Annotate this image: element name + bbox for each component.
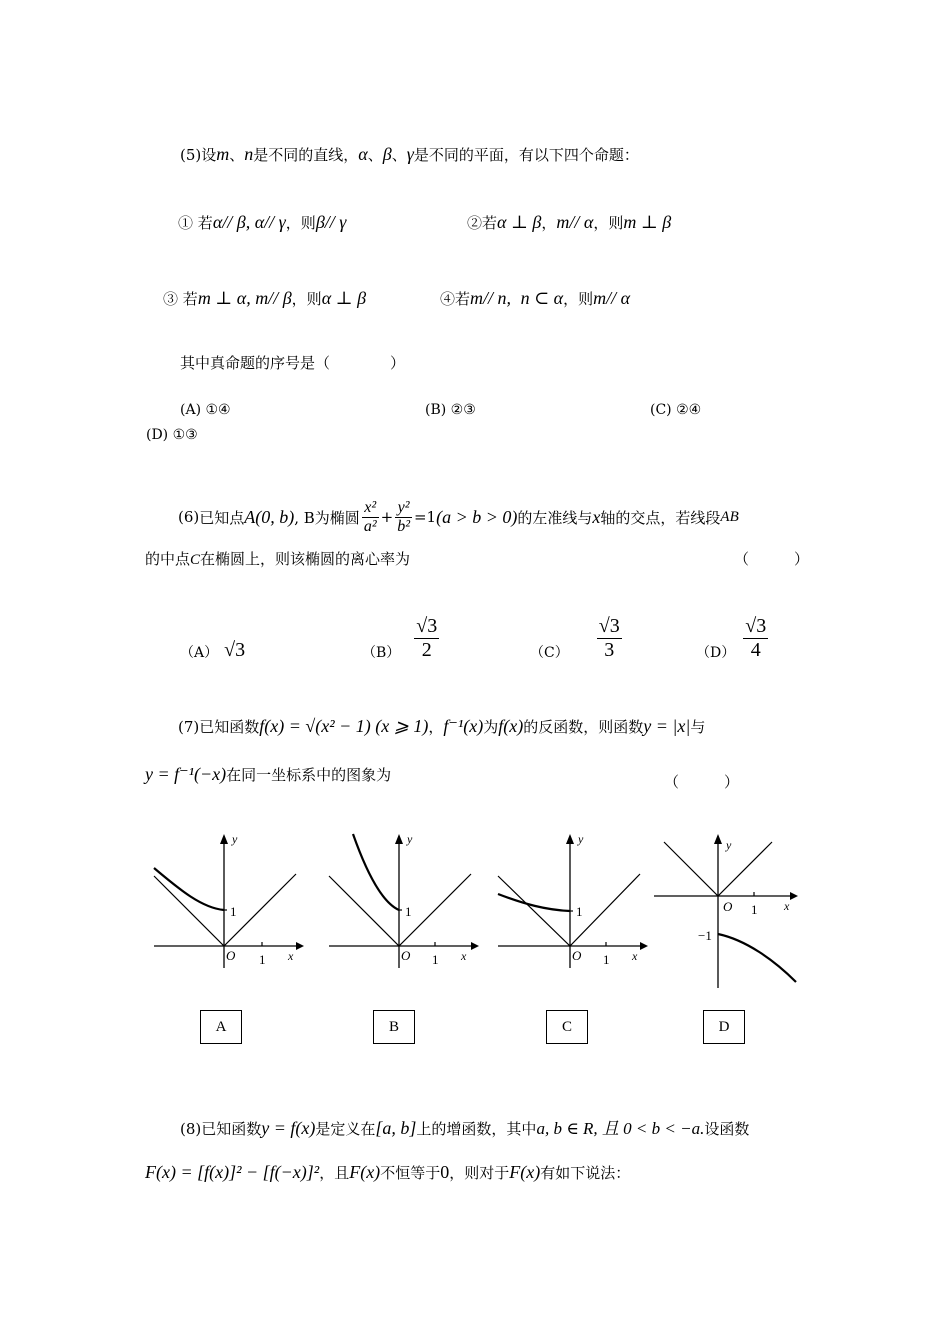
- text: ，: [563, 290, 579, 308]
- q6-option-a[interactable]: [180, 620, 245, 662]
- y-tick-label: 1: [405, 904, 412, 919]
- F-x: F(x): [509, 1162, 541, 1182]
- q5-text: 设: [201, 146, 217, 164]
- option-value: ①③: [172, 427, 198, 443]
- q5-line1: [180, 144, 639, 165]
- option-label: (A): [180, 402, 202, 418]
- q5-text: 是不同的平面，有以下四个命题：: [413, 146, 639, 164]
- x-label: x: [784, 899, 790, 913]
- x-arrow-icon: [471, 942, 479, 950]
- math-expr: α ⊥ β: [321, 288, 367, 308]
- q6-option-b[interactable]: [362, 612, 439, 662]
- plus: +: [380, 508, 394, 526]
- option-label: （C）: [530, 645, 569, 661]
- text: 轴的交点，若线段: [600, 508, 721, 527]
- y-arrow-icon: [566, 834, 574, 844]
- y-inverse: y = f⁻¹(−x): [145, 764, 227, 784]
- text: ，: [428, 718, 444, 736]
- text: ，: [593, 214, 609, 232]
- math-expr: α ⊥ β: [497, 212, 542, 232]
- graph-d: [650, 830, 810, 990]
- origin-label: O: [723, 899, 733, 914]
- x-tick-label: 1: [259, 952, 266, 967]
- sep: 、: [367, 146, 383, 164]
- var-n: n: [244, 144, 254, 164]
- text: 上的增函数，其中: [416, 1120, 537, 1138]
- fraction-y2-b2: [395, 499, 412, 536]
- inverse-curve: [353, 834, 399, 910]
- x-tick-label: 1: [432, 952, 439, 967]
- var-beta: β: [382, 144, 392, 164]
- point-c: C: [190, 552, 201, 568]
- q6-line2: [145, 548, 410, 569]
- option-label: (D): [146, 427, 169, 443]
- text: 则: [306, 290, 322, 308]
- math-expr: m ⊥ α, m// β: [197, 288, 292, 308]
- x-tick-label: 1: [751, 902, 758, 917]
- text: 设函数: [704, 1120, 750, 1138]
- text: 有如下说法：: [540, 1164, 631, 1182]
- q5-prop1: [178, 212, 346, 233]
- var-x: x: [592, 506, 601, 527]
- math-expr: m// α: [556, 212, 594, 232]
- text: 的中点: [145, 550, 191, 568]
- text: 在同一坐标系中的图象为: [226, 766, 392, 784]
- option-label: （B）: [362, 645, 401, 661]
- text: 在椭圆上，则该椭圆的离心率为: [200, 550, 411, 568]
- q6-number: (6): [178, 508, 200, 526]
- y-label: y: [407, 832, 413, 846]
- q8-line2: [145, 1162, 630, 1183]
- F-definition: F(x) = [f(x)]² − [f(−x)]²: [145, 1162, 320, 1182]
- condition: (a > b > 0): [436, 506, 518, 527]
- f-inverse: f⁻¹(x): [443, 716, 484, 736]
- option-label: （A）: [180, 645, 219, 661]
- x-tick-label: 1: [603, 952, 610, 967]
- text: , B为椭圆: [294, 508, 360, 527]
- x-label: x: [632, 949, 638, 963]
- option-value: ②④: [676, 402, 702, 418]
- q6-option-d[interactable]: [696, 612, 768, 662]
- option-value: ①④: [205, 402, 231, 418]
- prop-mark: ③: [163, 290, 179, 308]
- q5-option-d[interactable]: [146, 427, 198, 443]
- inverse-curve: [718, 934, 796, 982]
- text: 则: [608, 214, 624, 232]
- option-fraction: [597, 615, 622, 662]
- text: ，: [291, 290, 307, 308]
- y-tick-label: 1: [230, 904, 237, 919]
- origin-label: O: [572, 948, 582, 963]
- interval: [a, b]: [375, 1118, 417, 1138]
- denominator: a²: [363, 517, 377, 535]
- option-value: ②③: [450, 402, 476, 418]
- numerator: √3: [745, 615, 767, 637]
- option-label: (C): [650, 402, 672, 418]
- graph-c: [494, 832, 654, 972]
- answer-paren: （ ）: [734, 550, 810, 568]
- text: 是定义在: [315, 1120, 376, 1138]
- x-arrow-icon: [296, 942, 304, 950]
- q5-prop4: [440, 288, 630, 309]
- q6-option-c[interactable]: [530, 612, 622, 662]
- q6-line1: [178, 486, 739, 548]
- inverse-curve: [498, 894, 570, 911]
- denominator: 3: [604, 639, 615, 661]
- q8-number: (8): [180, 1120, 202, 1138]
- var-alpha: α: [358, 144, 368, 164]
- prop-mark: ①: [178, 214, 194, 232]
- text: ，且: [319, 1164, 350, 1182]
- x-label: x: [461, 949, 467, 963]
- option-label: (B): [425, 402, 447, 418]
- answer-paren: （ ）: [664, 773, 740, 791]
- text: 与: [690, 718, 706, 736]
- q5-prop2: [467, 212, 671, 233]
- math-expr: β// γ: [315, 212, 347, 232]
- text: 则: [300, 214, 316, 232]
- option-label: （D）: [696, 645, 736, 661]
- numerator: √3: [598, 615, 620, 637]
- q5-text: 是不同的直线，: [253, 146, 359, 164]
- text: ，: [541, 214, 557, 232]
- math-expr: m// n,: [470, 288, 512, 308]
- choice-box-d[interactable]: D: [703, 1010, 745, 1044]
- numerator: y²: [395, 499, 412, 518]
- choice-box-b[interactable]: B: [373, 1010, 415, 1044]
- q5-option-a[interactable]: [180, 402, 231, 418]
- text: ，则对于: [449, 1164, 510, 1182]
- math-expr: α// β, α// γ: [212, 212, 286, 232]
- y-arrow-icon: [714, 834, 722, 844]
- inverse-curve: [154, 868, 224, 910]
- text: 的左准线与: [517, 508, 593, 527]
- sep: 、: [229, 146, 245, 164]
- y-label: y: [232, 832, 238, 846]
- f-definition: f(x) = √(x² − 1) (x ⩾ 1): [259, 716, 429, 736]
- text: 则: [578, 290, 594, 308]
- y-label: y: [726, 838, 732, 852]
- text: 若: [197, 214, 213, 232]
- sep: 、: [391, 146, 407, 164]
- y-arrow-icon: [220, 834, 228, 844]
- y-tick-label: 1: [576, 904, 583, 919]
- option-fraction: [743, 615, 768, 662]
- q5-option-c[interactable]: [650, 402, 701, 418]
- denominator: 2: [421, 639, 432, 661]
- denominator: b²: [397, 517, 410, 535]
- math-expr: m// α: [593, 288, 631, 308]
- origin-label: O: [401, 948, 411, 963]
- y-tick-label: −1: [698, 928, 712, 943]
- text: ，: [285, 214, 301, 232]
- text: 若: [182, 290, 198, 308]
- numerator: x²: [362, 499, 379, 518]
- text: 为: [483, 718, 499, 736]
- origin-label: O: [226, 948, 236, 963]
- option-fraction: [414, 615, 439, 662]
- math-expr: m ⊥ β: [623, 212, 672, 232]
- math-expr: n ⊂ α: [520, 288, 564, 308]
- f-x: f(x): [498, 716, 524, 736]
- x-label: x: [288, 949, 294, 963]
- var-gamma: γ: [406, 144, 414, 164]
- segment-ab: AB: [720, 508, 739, 525]
- fraction-x2-a2: [362, 499, 379, 536]
- choice-box-c[interactable]: C: [546, 1010, 588, 1044]
- zero: 0: [440, 1162, 450, 1182]
- x-arrow-icon: [640, 942, 648, 950]
- q7-line1: [178, 716, 705, 737]
- text: 已知函数: [199, 718, 260, 736]
- F-x: F(x): [349, 1162, 381, 1182]
- text: 已知点: [199, 508, 245, 527]
- graph-a: [150, 832, 310, 972]
- text: 不恒等于: [380, 1164, 441, 1182]
- q5-prop3: [163, 288, 366, 309]
- graph-b: [325, 832, 485, 972]
- q5-option-b[interactable]: [425, 402, 476, 418]
- q7-line2: [145, 764, 391, 785]
- q8-line1: [180, 1114, 749, 1139]
- q5-question: 其中真命题的序号是（ ）: [180, 354, 406, 372]
- prop-mark: ②若: [467, 214, 498, 232]
- denominator: 4: [750, 639, 761, 661]
- y-arrow-icon: [395, 834, 403, 844]
- var-m: m: [216, 144, 230, 164]
- choice-box-a[interactable]: A: [200, 1010, 242, 1044]
- text: 的反函数，则函数: [523, 718, 644, 736]
- y-abs-x: y = |x|: [643, 716, 691, 736]
- text: 已知函数: [201, 1120, 262, 1138]
- option-value: √3: [224, 639, 246, 661]
- prop-mark: ④若: [440, 290, 471, 308]
- condition: a, b ∈ R, 且 0 < b < −a.: [536, 1119, 705, 1138]
- q5-number: (5): [180, 146, 202, 164]
- numerator: √3: [416, 615, 438, 637]
- point-a: A(0, b): [244, 506, 295, 527]
- y-label: y: [578, 832, 584, 846]
- x-arrow-icon: [790, 892, 798, 900]
- q7-number: (7): [178, 718, 200, 736]
- y-fx: y = f(x): [261, 1118, 316, 1138]
- equals-one: =1: [413, 508, 437, 526]
